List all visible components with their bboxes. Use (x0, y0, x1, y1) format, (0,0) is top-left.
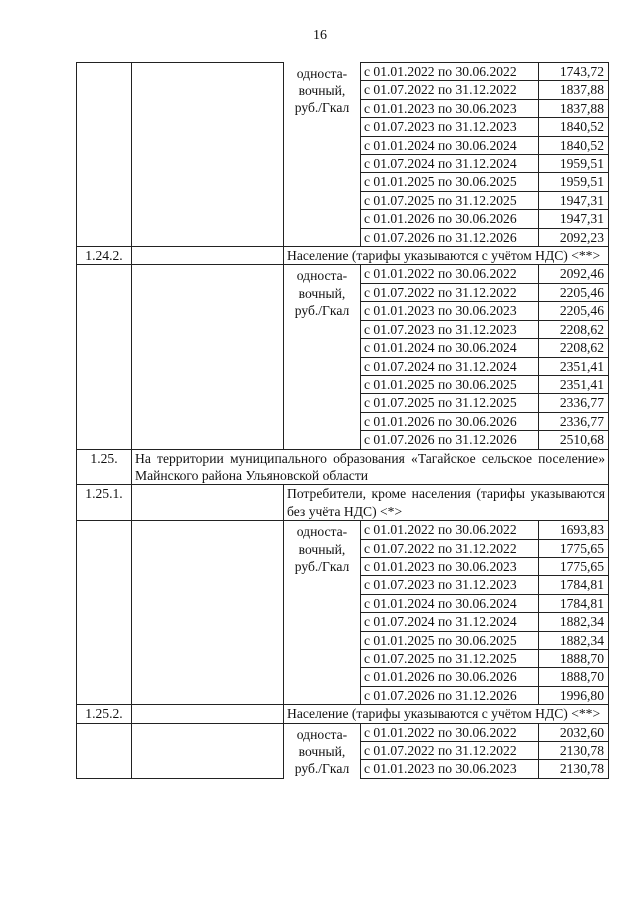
unit-line: руб./Гкал (294, 558, 350, 574)
section-description: Население (тарифы указываются с учётом НДС) <**> (284, 247, 609, 265)
value-cell: 2092,23 (539, 228, 609, 246)
unit-cell (284, 723, 361, 778)
value-cell: 1888,70 (539, 668, 609, 686)
section-number: 1.25. (77, 449, 132, 485)
section-description: Потребители, кроме населения (тарифы указываются без учёта НДС) <*> (284, 485, 609, 521)
section-number: 1.24.2. (77, 247, 132, 265)
empty-cell (132, 265, 284, 449)
period-cell: с 01.01.2025 по 30.06.2025 (361, 631, 539, 649)
unit-line: односта- (296, 268, 348, 284)
period-cell: с 01.07.2025 по 31.12.2025 (361, 650, 539, 668)
value-cell: 2351,41 (539, 357, 609, 375)
period-cell: с 01.01.2024 по 30.06.2024 (361, 339, 539, 357)
period-cell: с 01.07.2022 по 31.12.2022 (361, 742, 539, 760)
unit-line: односта- (296, 524, 348, 540)
empty-cell (77, 723, 132, 778)
section-number: 1.25.2. (77, 705, 132, 723)
period-cell: с 01.07.2024 по 31.12.2024 (361, 357, 539, 375)
value-cell: 2205,46 (539, 283, 609, 301)
period-cell: с 01.07.2023 по 31.12.2023 (361, 320, 539, 338)
section-description: На территории муниципального образования «Тагайское сельское поселение» Майнского района Ульяновской области (132, 449, 609, 485)
unit-line: руб./Гкал (294, 100, 350, 116)
value-cell: 2032,60 (539, 723, 609, 741)
period-cell: с 01.07.2026 по 31.12.2026 (361, 686, 539, 704)
unit-line: руб./Гкал (294, 303, 350, 319)
unit-cell (284, 63, 361, 118)
empty-cell (132, 521, 284, 705)
value-cell: 1840,52 (539, 136, 609, 154)
value-cell: 1888,70 (539, 650, 609, 668)
value-cell: 1784,81 (539, 594, 609, 612)
period-cell: с 01.01.2026 по 30.06.2026 (361, 412, 539, 430)
value-cell: 1693,83 (539, 521, 609, 539)
value-cell: 1775,65 (539, 539, 609, 557)
value-cell: 1743,72 (539, 63, 609, 81)
empty-cell (132, 247, 284, 265)
table-row (77, 265, 609, 283)
period-cell: с 01.01.2022 по 30.06.2022 (361, 521, 539, 539)
section-row (77, 449, 609, 485)
period-cell: с 01.07.2022 по 31.12.2022 (361, 539, 539, 557)
empty-cell (77, 265, 132, 449)
value-cell: 2205,46 (539, 302, 609, 320)
empty-cell (77, 521, 132, 705)
period-cell: с 01.07.2023 по 31.12.2023 (361, 118, 539, 136)
unit-cell-empty (284, 320, 361, 449)
value-cell: 2130,78 (539, 742, 609, 760)
unit-cell-empty (284, 576, 361, 705)
table-row (77, 723, 609, 741)
period-cell: с 01.07.2023 по 31.12.2023 (361, 576, 539, 594)
empty-cell (132, 485, 284, 521)
unit-cell (284, 521, 361, 576)
value-cell: 1837,88 (539, 99, 609, 117)
period-cell: с 01.01.2022 по 30.06.2022 (361, 63, 539, 81)
value-cell: 1784,81 (539, 576, 609, 594)
period-cell: с 01.07.2025 по 31.12.2025 (361, 394, 539, 412)
section-row (77, 485, 609, 521)
unit-line: вочный, (298, 541, 346, 557)
value-cell: 2208,62 (539, 320, 609, 338)
period-cell: с 01.01.2023 по 30.06.2023 (361, 760, 539, 778)
period-cell: с 01.01.2023 по 30.06.2023 (361, 557, 539, 575)
value-cell: 1882,34 (539, 613, 609, 631)
value-cell: 1959,51 (539, 155, 609, 173)
value-cell: 2130,78 (539, 760, 609, 778)
period-cell: с 01.01.2026 по 30.06.2026 (361, 210, 539, 228)
period-cell: с 01.07.2022 по 31.12.2022 (361, 283, 539, 301)
value-cell: 2208,62 (539, 339, 609, 357)
empty-cell (132, 705, 284, 723)
empty-cell (132, 723, 284, 778)
section-description: Население (тарифы указываются с учётом НДС) <**> (284, 705, 609, 723)
unit-cell (284, 265, 361, 320)
value-cell: 2351,41 (539, 375, 609, 393)
value-cell: 2510,68 (539, 431, 609, 449)
period-cell: с 01.07.2026 по 31.12.2026 (361, 228, 539, 246)
section-row (77, 247, 609, 265)
value-cell: 1840,52 (539, 118, 609, 136)
empty-cell (132, 63, 284, 247)
value-cell: 1959,51 (539, 173, 609, 191)
unit-line: односта- (296, 65, 348, 81)
value-cell: 1837,88 (539, 81, 609, 99)
unit-cell-empty (284, 118, 361, 247)
value-cell: 1947,31 (539, 210, 609, 228)
unit-line: вочный, (298, 285, 346, 301)
value-cell: 2336,77 (539, 412, 609, 430)
period-cell: с 01.01.2024 по 30.06.2024 (361, 136, 539, 154)
period-cell: с 01.07.2022 по 31.12.2022 (361, 81, 539, 99)
period-cell: с 01.01.2026 по 30.06.2026 (361, 668, 539, 686)
value-cell: 1882,34 (539, 631, 609, 649)
period-cell: с 01.07.2024 по 31.12.2024 (361, 155, 539, 173)
period-cell: с 01.01.2022 по 30.06.2022 (361, 265, 539, 283)
period-cell: с 01.01.2023 по 30.06.2023 (361, 302, 539, 320)
value-cell: 2092,46 (539, 265, 609, 283)
value-cell: 1996,80 (539, 686, 609, 704)
unit-line: односта- (296, 726, 348, 742)
unit-line: вочный, (298, 82, 346, 98)
empty-cell (77, 63, 132, 247)
page-number: 16 (313, 28, 327, 43)
period-cell: с 01.01.2022 по 30.06.2022 (361, 723, 539, 741)
period-cell: с 01.01.2023 по 30.06.2023 (361, 99, 539, 117)
period-cell: с 01.07.2026 по 31.12.2026 (361, 431, 539, 449)
period-cell: с 01.01.2025 по 30.06.2025 (361, 173, 539, 191)
unit-line: руб./Гкал (294, 761, 350, 777)
value-cell: 2336,77 (539, 394, 609, 412)
section-row (77, 705, 609, 723)
period-cell: с 01.01.2024 по 30.06.2024 (361, 594, 539, 612)
period-cell: с 01.07.2024 по 31.12.2024 (361, 613, 539, 631)
period-cell: с 01.07.2025 по 31.12.2025 (361, 191, 539, 209)
unit-line: вочный, (298, 744, 346, 760)
section-number: 1.25.1. (77, 485, 132, 521)
period-cell: с 01.01.2025 по 30.06.2025 (361, 375, 539, 393)
value-cell: 1947,31 (539, 191, 609, 209)
table-row (77, 521, 609, 539)
value-cell: 1775,65 (539, 557, 609, 575)
tariff-table (76, 62, 609, 779)
table-row (77, 63, 609, 81)
